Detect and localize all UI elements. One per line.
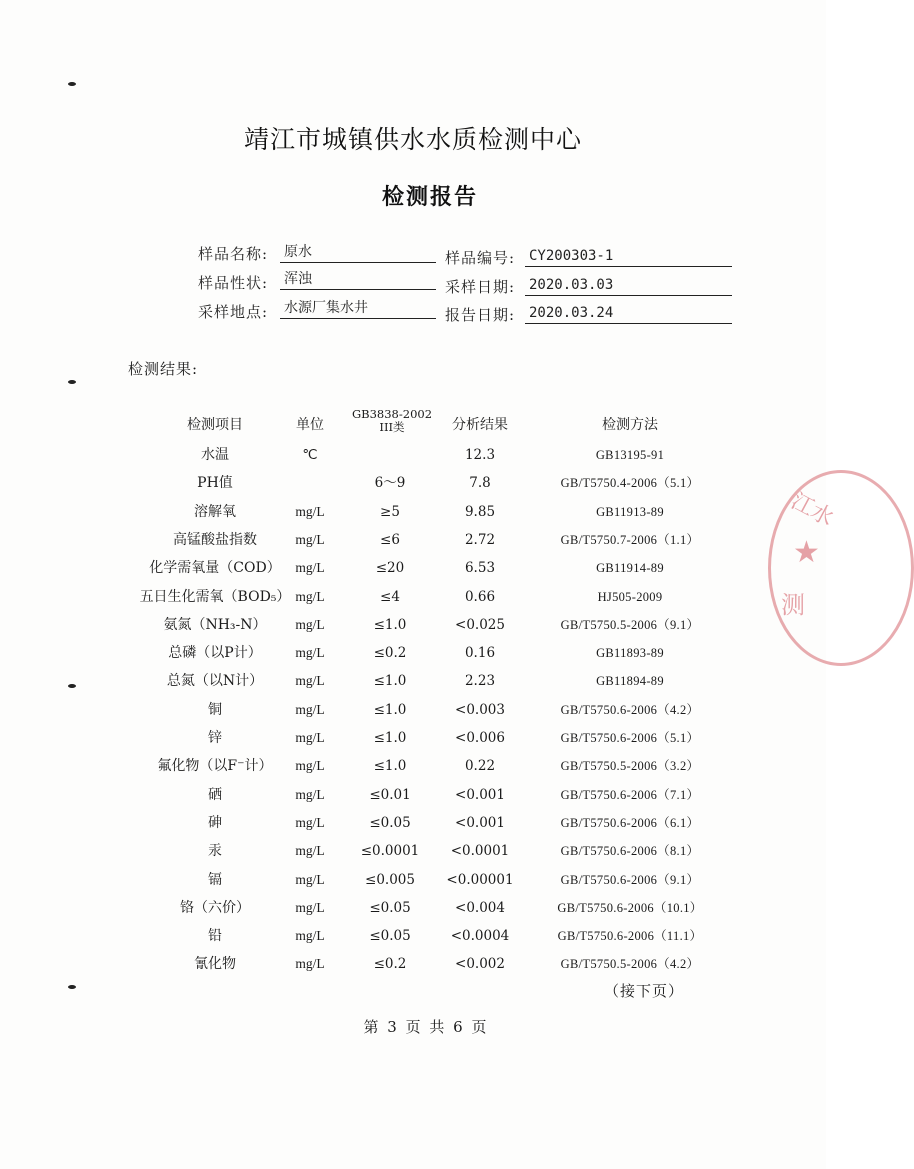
cell-method: GB/T5750.6-2006（7.1） bbox=[560, 787, 700, 802]
cell-result: 6.53 bbox=[464, 560, 496, 577]
table-row bbox=[0, 781, 826, 809]
cell-item: 水温 bbox=[201, 447, 229, 463]
results-section-label: 检测结果: bbox=[128, 360, 199, 378]
cell-method: GB/T5750.6-2006（10.1） bbox=[557, 900, 703, 915]
stamp-text: 江水 bbox=[786, 488, 838, 532]
cell-unit: mg/L bbox=[295, 503, 325, 519]
cell-method: GB/T5750.6-2006（6.1） bbox=[560, 815, 700, 830]
table-row bbox=[0, 583, 826, 611]
cell-item: 五日生化需氧（BOD₅） bbox=[139, 588, 291, 605]
cell-method: GB/T5750.5-2006（3.2） bbox=[560, 759, 700, 774]
cell-item: 硒 bbox=[208, 786, 222, 803]
cell-result: <0.002 bbox=[455, 956, 505, 973]
table-row bbox=[0, 667, 826, 695]
cell-standard: ≤20 bbox=[375, 560, 405, 577]
cell-method: GB/T5750.7-2006（1.1） bbox=[560, 532, 700, 547]
cell-unit: ℃ bbox=[302, 447, 318, 462]
table-row bbox=[0, 611, 826, 639]
cell-unit: mg/L bbox=[295, 616, 325, 632]
table-row bbox=[0, 866, 826, 894]
cell-unit: mg/L bbox=[295, 730, 325, 745]
cell-result: 12.3 bbox=[464, 447, 496, 463]
stamp-text: 测 bbox=[781, 591, 805, 619]
cell-item: 化学需氧量（COD） bbox=[149, 560, 281, 577]
cell-standard: ≤0.05 bbox=[369, 814, 411, 831]
cell-standard: ≤0.05 bbox=[369, 928, 411, 945]
sample-id-label: 样品编号: bbox=[444, 249, 515, 267]
cell-standard: 6～9 bbox=[374, 475, 406, 492]
table-row bbox=[0, 894, 826, 922]
table-row bbox=[0, 498, 826, 526]
sample-name-value: 原水 bbox=[280, 243, 436, 263]
cell-item: 总氮（以N计） bbox=[166, 673, 264, 690]
sampling-location-value: 水源厂集水井 bbox=[280, 299, 436, 319]
sampling-date-value: 2020.03.03 bbox=[525, 276, 732, 296]
cell-result: <0.0001 bbox=[450, 843, 510, 860]
cell-item: 铜 bbox=[208, 701, 222, 718]
cell-unit: mg/L bbox=[295, 701, 325, 717]
cell-item: 锌 bbox=[208, 730, 222, 746]
standard-header-line2: III类 bbox=[379, 420, 405, 434]
cell-standard: ≤1.0 bbox=[373, 758, 407, 775]
table-row bbox=[0, 696, 826, 724]
cell-standard: ≤0.005 bbox=[365, 871, 415, 888]
cell-unit: mg/L bbox=[295, 560, 325, 576]
cell-method: GB/T5750.6-2006（4.2） bbox=[560, 702, 700, 717]
cell-item: 高锰酸盐指数 bbox=[173, 531, 257, 548]
cell-standard: ≤1.0 bbox=[373, 730, 407, 746]
continued-note: （接下页） bbox=[604, 982, 685, 1000]
cell-standard: ≤0.2 bbox=[373, 645, 407, 662]
column-header-standard bbox=[340, 408, 444, 434]
cell-unit: mg/L bbox=[295, 786, 325, 802]
cell-standard: ≤0.2 bbox=[373, 956, 407, 973]
cell-item: 汞 bbox=[208, 843, 222, 860]
cell-result: <0.006 bbox=[455, 730, 505, 746]
cell-unit: mg/L bbox=[295, 956, 325, 972]
table-row bbox=[0, 809, 826, 837]
cell-result: 9.85 bbox=[464, 503, 496, 520]
cell-result: 2.23 bbox=[464, 673, 496, 690]
cell-item: 铬（六价） bbox=[180, 899, 250, 916]
cell-unit: mg/L bbox=[295, 758, 325, 774]
cell-item: 砷 bbox=[208, 814, 222, 831]
sampling-date-label: 采样日期: bbox=[444, 278, 515, 296]
cell-method: HJ505-2009 bbox=[597, 589, 663, 604]
cell-item: 氰化物 bbox=[194, 956, 236, 973]
cell-item: 铅 bbox=[208, 928, 222, 945]
cell-result: <0.001 bbox=[455, 786, 505, 803]
sample-name-label: 样品名称: bbox=[197, 245, 268, 263]
cell-method: GB/T5750.5-2006（9.1） bbox=[560, 617, 700, 632]
column-header-unit: 单位 bbox=[296, 417, 324, 433]
cell-result: 7.8 bbox=[469, 475, 491, 492]
cell-result: <0.004 bbox=[455, 899, 505, 916]
cell-unit: mg/L bbox=[295, 928, 325, 944]
cell-method: GB/T5750.6-2006（5.1） bbox=[560, 731, 700, 745]
cell-standard: ≤1.0 bbox=[373, 673, 407, 690]
sampling-location-label: 采样地点: bbox=[197, 303, 268, 321]
table-row bbox=[0, 724, 826, 752]
column-header-result: 分析结果 bbox=[452, 417, 508, 433]
cell-unit: mg/L bbox=[295, 871, 325, 887]
cell-result: <0.001 bbox=[455, 814, 505, 831]
cell-unit: mg/L bbox=[295, 843, 325, 859]
table-row bbox=[0, 950, 826, 978]
cell-method: GB13195-91 bbox=[595, 448, 665, 462]
punch-hole-mark bbox=[68, 380, 76, 384]
standard-header-line1: GB3838-2002 bbox=[351, 407, 433, 421]
cell-unit: mg/L bbox=[295, 531, 325, 547]
cell-standard: ≤0.05 bbox=[369, 899, 411, 916]
organization-title: 靖江市城镇供水水质检测中心 bbox=[243, 125, 582, 154]
cell-unit: mg/L bbox=[295, 814, 325, 830]
cell-unit: mg/L bbox=[295, 899, 325, 915]
cell-unit: mg/L bbox=[295, 645, 325, 661]
cell-method: GB/T5750.6-2006（8.1） bbox=[560, 844, 700, 859]
star-icon: ★ bbox=[793, 535, 820, 570]
table-row bbox=[0, 526, 826, 554]
cell-item: 氨氮（NH₃-N） bbox=[163, 616, 267, 633]
cell-standard: ≥5 bbox=[380, 503, 400, 520]
cell-item: 溶解氧 bbox=[194, 503, 236, 520]
table-row bbox=[0, 469, 826, 497]
cell-result: 0.66 bbox=[464, 588, 496, 605]
report-title: 检测报告 bbox=[381, 184, 478, 210]
cell-standard: ≤4 bbox=[380, 588, 400, 605]
cell-method: GB11914-89 bbox=[596, 561, 664, 576]
cell-result: 0.22 bbox=[464, 758, 496, 775]
report-date-value: 2020.03.24 bbox=[525, 304, 732, 324]
cell-result: <0.00001 bbox=[446, 871, 514, 888]
sample-nature-value: 浑浊 bbox=[280, 270, 436, 290]
cell-result: <0.0004 bbox=[450, 928, 510, 945]
table-row bbox=[0, 639, 826, 667]
cell-standard: ≤6 bbox=[380, 531, 400, 548]
cell-standard: ≤1.0 bbox=[373, 701, 407, 718]
cell-method: GB/T5750.4-2006（5.1） bbox=[560, 476, 700, 491]
sample-nature-label: 样品性状: bbox=[197, 274, 268, 292]
cell-method: GB11894-89 bbox=[596, 674, 664, 689]
punch-hole-mark bbox=[68, 82, 76, 86]
cell-standard: ≤0.0001 bbox=[360, 843, 420, 860]
cell-item: PH值 bbox=[197, 475, 233, 492]
cell-item: 镉 bbox=[208, 871, 222, 888]
punch-hole-mark bbox=[68, 985, 76, 989]
cell-standard bbox=[345, 441, 435, 469]
cell-method: GB11913-89 bbox=[596, 504, 664, 519]
column-header-item: 检测项目 bbox=[187, 417, 243, 433]
table-row bbox=[0, 752, 826, 780]
cell-result: 0.16 bbox=[464, 645, 496, 662]
cell-unit: mg/L bbox=[295, 673, 325, 689]
cell-standard: ≤1.0 bbox=[373, 616, 407, 633]
table-row bbox=[0, 837, 826, 865]
cell-item: 总磷（以P计） bbox=[168, 645, 262, 662]
table-row bbox=[0, 922, 826, 950]
cell-method: GB/T5750.6-2006（11.1） bbox=[557, 929, 703, 944]
page-number: 第 3 页 共 6 页 bbox=[363, 1018, 487, 1036]
cell-unit bbox=[270, 469, 350, 497]
cell-method: GB/T5750.6-2006（9.1） bbox=[560, 872, 700, 887]
table-row bbox=[0, 554, 826, 582]
report-date-label: 报告日期: bbox=[444, 306, 515, 324]
cell-result: <0.003 bbox=[455, 701, 505, 718]
cell-unit: mg/L bbox=[295, 588, 325, 604]
cell-result: 2.72 bbox=[464, 531, 496, 548]
cell-item: 氟化物（以F⁻计） bbox=[157, 758, 273, 775]
cell-standard: ≤0.01 bbox=[369, 786, 411, 803]
cell-method: GB/T5750.5-2006（4.2） bbox=[560, 957, 700, 972]
cell-result: <0.025 bbox=[455, 616, 505, 633]
table-row bbox=[0, 441, 826, 469]
column-header-method: 检测方法 bbox=[602, 417, 658, 433]
cell-method: GB11893-89 bbox=[596, 646, 664, 661]
sample-id-value: CY200303-1 bbox=[525, 247, 732, 267]
